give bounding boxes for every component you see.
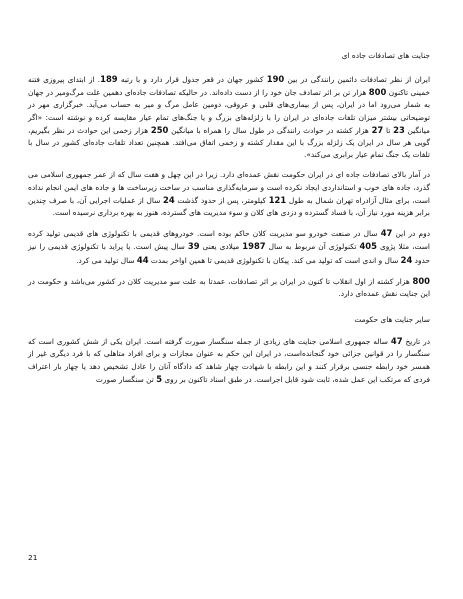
paragraph-3-text-a: دوم در این (392, 229, 430, 239)
paragraph-5-text-a: در تاریخ (402, 337, 430, 347)
number-47-years: 47 (390, 336, 403, 347)
number-24: 24 (163, 194, 175, 205)
paragraph-2-text-a: در آمار بالای تصادفات جاده ای در ایران حکومت نقش عمده‌ای دارد. زیرا در این چهل و هفت سال که از عمر جمهوری اسلامی می گذرد، جاده های خوب و استانداردی ایجاد نکرده است و سرمایه‌گذاری مناسب در ساخت زیرساخت ها و جاده های ایمن انجام نداده است، برای مثال آزادراه تهران شمال به طول (28, 170, 430, 205)
paragraph-3-text-c: تکنولوژی آن مربوط به سال (265, 242, 360, 252)
paragraph-1-text-c: . از ابتدای پیروزی فتنه خمینی تاکنون (28, 75, 431, 98)
paragraph-3-text-b: سال در صنعت خودرو سو مدیریت کلان حاکم بوده است. خودروهای قدیمی با تکنولوژی های قدیمی تولید کرده است، مثلا پژوی (28, 229, 430, 252)
paragraph-5-text-c: تن سنگسار صورت (95, 374, 157, 384)
paragraph-4-text: هزار کشته از اول انقلاب تا کنون در ایران بر اثر تصادفات، عمدتا به علت سو مدیریت کلان در کشور می‌باشد و حکومت در این جنایت نقش عمده‌ای دارد. (28, 276, 430, 299)
paragraph-1-text-f: هزار کشته در حوادث رانندگی در طول سال را همراه با میانگین (168, 125, 372, 135)
paragraph-3 (28, 227, 430, 267)
paragraph-1 (28, 73, 430, 161)
paragraph-1-text-d: هزار تن بر اثر تصادف جان خود را از دست داده‌اند. در حالیکه تصادفات جاده‌ای دهمین علت مرگ‌ومیر در جهان به شمار می‌رود اما در ایران، پس از بیماری‌های قلبی و عروقی، دومین عامل مرگ و میر به حساب می‌آید. خبرگزاری مهر در توضیحاتی بیشتر میزان تلفات جاده‌ای در ایران را با زلزله‌های بزرگ و یا جنگ‌های تمام عیار مقایسه کرده و نوشته است: «اگر میانگین (28, 88, 430, 135)
paragraph-1-text-g: هزار زخمی این حوادث در نظر بگیریم، گویی هر سال در ایران یک زلزله بزرگ با این مقدار کشته و زخمی اتفاق می‌افتد. همچنین تعداد تلفات جاده‌ای کشور در سال با تلفات یک جنگ تمام عیار برابری می‌کند». (28, 125, 430, 160)
paragraph-1-text-b: کشور جهان در قعر جدول قرار دارد و با رتبه (117, 75, 267, 84)
number-121: 121 (268, 194, 287, 205)
paragraph-1-text-e: تا (383, 125, 394, 135)
paragraph-5-text-b: ساله جمهوری اسلامی جنایت های زیادی از جمله سنگسار صورت گرفته است. ایران یکی از شش کشوری است که سنگسار را در قوانین جزائی خود گنجانده‌است، در ایران این حکم به عنوان مجازات و برای افراد متاهلی که با فرد دیگری غیر از همسر خود رابطه جنسی برقرار کنند و این رابطه با شهادت چهار شاهد که دادگاه آنان را عادل تشخیص دهد یا چهار بار اعتراف فردی که مرتکب این عمل شده، ثابت شود قابل اجراست. در طبق اسناد تاکنون بر روی (28, 337, 430, 384)
number-24-pride: 24 (400, 254, 413, 265)
number-23: 23 (393, 124, 405, 135)
section-heading-road-accidents: جنایت های تصادفات جاده ای (341, 51, 430, 60)
paragraph-3-text-f: سال و اندی است که تولید می کند. پیکان با تکنولوژی قدیمی تا همین اواخر بمدت (148, 255, 401, 265)
number-405: 405 (359, 241, 377, 252)
paragraph-2-text-c: سال از عملیات اجرایی آن، با صرف چندین برابر هزینه مورد نیاز آن، با فساد گسترده و دزدی های کلان و سوء مدیریت های گسترده، هنوز به بهره برداری نرسیده است. (28, 195, 430, 218)
paragraph-2-text-b: کیلومتر، پس از حدود گذشت (174, 195, 269, 205)
number-5: 5 (156, 373, 163, 384)
number-1987: 1987 (242, 241, 266, 252)
paragraph-4 (28, 275, 430, 300)
document-body (28, 50, 430, 394)
number-250: 250 (150, 124, 169, 135)
paragraph-3-text-g: سال تولید می کرد. (76, 255, 137, 265)
paragraph-3-text-e: سال پیش است. یا پراید با تکنولوژی قدیمی را نیز حدود (28, 242, 430, 265)
number-27: 27 (371, 124, 384, 135)
number-44: 44 (136, 254, 149, 265)
paragraph-1-text-a: ایران از نظر تصادفات دائمین رانندگی در بین (284, 75, 431, 84)
section-heading-other-crimes: سایر جنایت های حکومت (354, 315, 430, 325)
number-190: 190 (266, 74, 285, 84)
number-800-total: 800 (412, 275, 430, 286)
paragraph-3-text-d: میلادی یعنی (199, 242, 243, 252)
page-number: 21 (28, 553, 38, 562)
number-39: 39 (187, 241, 200, 252)
paragraph-2 (28, 169, 430, 219)
number-800: 800 (368, 87, 387, 98)
number-47: 47 (380, 228, 393, 239)
paragraph-5 (28, 335, 430, 386)
number-189: 189 (100, 74, 118, 84)
